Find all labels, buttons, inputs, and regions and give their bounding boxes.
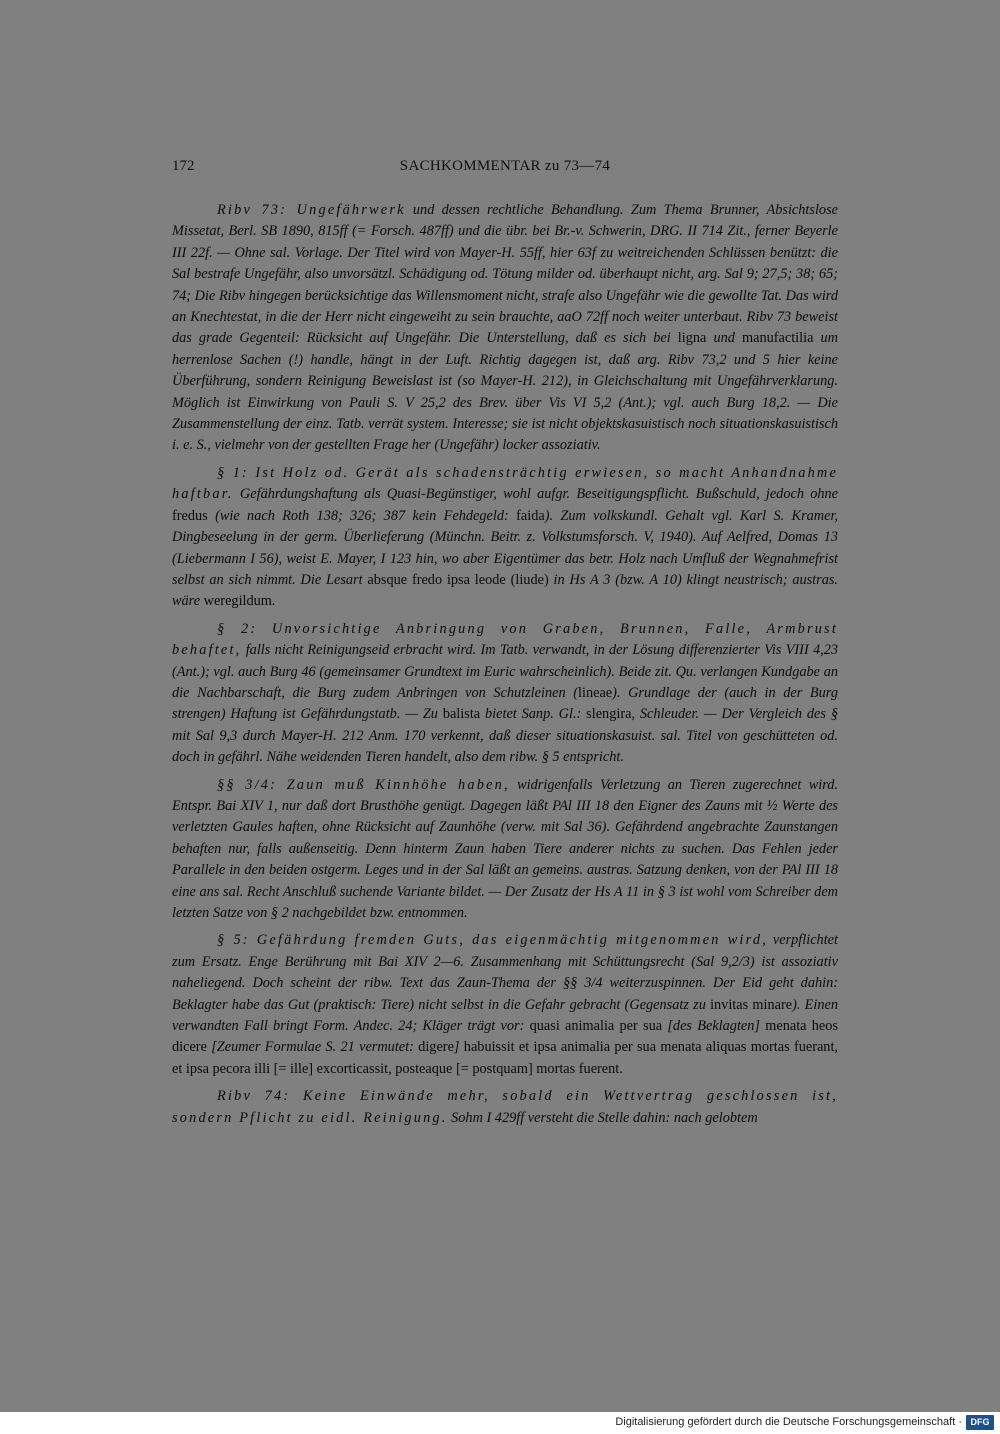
latin-term: lineae bbox=[578, 684, 613, 701]
commentary-text bbox=[172, 200, 838, 1135]
footer-bar bbox=[0, 1412, 1000, 1434]
page-header bbox=[172, 158, 838, 178]
latin-term: faida bbox=[516, 507, 545, 524]
text-run: und bbox=[706, 330, 742, 347]
funding-credit: Digitalisierung gefördert durch die Deutsche Forschungsgemeinschaft · bbox=[615, 1416, 962, 1428]
latin-term: digere bbox=[418, 1039, 454, 1056]
paragraph-section-1 bbox=[172, 463, 838, 613]
lemma: Ribv 74: Keine Einwände mehr, sobald ein Wettvertrag geschlossen ist, sondern Pflicht zu eidl. Reinigung. bbox=[172, 1088, 838, 1126]
latin-term: manufactilia bbox=[741, 330, 814, 347]
text-run: (wie nach Roth 138; 326; 387 kein Fehdegeld: bbox=[207, 507, 517, 524]
paragraph-section-2 bbox=[172, 619, 838, 769]
text-run: Sohm I 429ff versteht die Stelle dahin: nach gelobtem bbox=[447, 1109, 758, 1126]
paragraph-section-5 bbox=[172, 930, 838, 1080]
text-run: und dessen rechtliche Behandlung. Zum Thema Brunner, Absichtslose Missetat, Berl. SB 1890, 815ff (= Forsch. 487ff) und die übr. bei Br.-v. Schwerin, DRG. II 714 Zit., ferner Beyerle III 22f. — Ohne sal. Vorlage. Der Titel wird von Mayer-H. 55ff, hier 63f zu weitreichenden Schlüssen benützt: die Sal bestrafe Ungefähr, also unvorsätzl. Schädigung od. Tötung milder od. überhaupt nicht, arg. Sal 9; 27,5; 38; 65; 74; Die Ribv hingegen berücksichtige das Willensmoment nicht, strafe also Ungefähr wie die gewollte Tat. Das wird an Knechtestat, in die der Herr nicht eingeweiht zu sein brauchte, aaO 72ff noch weiter unterbaut. Ribv 73 beweist das grade Gegenteil: Rücksicht auf Ungefähr. Die Unterstellung, daß es sich bei bbox=[172, 202, 838, 347]
text-run: bietet Sanp. Gl.: bbox=[480, 706, 587, 723]
text-run: um herrenlose Sachen (!) handle, hängt in der Luft. Richtig dagegen ist, daß arg. Ribv 73,2 und 5 hier keine Überführung, sondern Reinigung Beweislast ist (so Mayer-H. 212), in Gleichschaltung mit Ungefährverklarung. Möglich ist Einwirkung von Pauli S. V 25,2 des Brev. über Vis VI 5,2 (Ant.); vgl. auch Burg 18,2. — Die Zusammenstellung der einz. Tatb. verrät system. Interesse; sie ist nicht objektskasuistisch noch situationskasuistisch i. e. S., vielmehr von der gestellten Frage her (Ungefähr) locker assoziativ. bbox=[172, 330, 838, 454]
lemma: §§ 3/4: Zaun muß Kinnhöhe haben, bbox=[217, 776, 510, 793]
text-run: in Hs A 3 (bzw. A 10) klingt neustrisch; austras. wäre bbox=[172, 571, 839, 610]
latin-quote: habuissit et ipsa animalia per sua menata aliquas mortas fuerant, et ipsa pecora illi [= ille] excorticassit, posteaque [= postquam] mortas fuerent. bbox=[172, 1039, 838, 1077]
text-run: ] bbox=[453, 1039, 464, 1056]
text-run: [des Beklagten] bbox=[662, 1018, 766, 1035]
text-run: widrigenfalls Verletzung an Tieren zugerechnet wird. Entspr. Bai XIV 1, nur daß dort Brusthöhe genügt. Dagegen läßt PAl III 18 den Eigner des Zauns mit ½ Werte des verletzten Gaules haften, ohne Rücksicht auf Zaunhöhe (verw. mit Sal 36). Gefährdend angebrachte Zaunstangen behaften nur, falls außenseitig. Denn hinterm Zaun haben Tiere anderer nichts zu suchen. Das Fehlen jeder Parallele in den beiden ostgerm. Leges und in der Sal läßt an gemeins. austras. Satzung denken, von der PAl III 18 eine ans sal. Recht Anschluß suchende Variante bildet. — Der Zusatz der Hs A 11 in § 3 ist wohl vom Schreiber dem letzten Satze von § 2 nachgebildet bzw. entnommen. bbox=[172, 776, 838, 921]
page-number: 172 bbox=[172, 158, 195, 174]
text-run: ). Grundlage der (auch in der Burg strengen) Haftung ist Gefährdungstatb. — Zu bbox=[172, 684, 838, 723]
paragraph-ribv-73 bbox=[172, 200, 838, 457]
lemma: § 2: Unvorsichtige Anbringung von Graben, Brunnen, Falle, Armbrust behaftet, bbox=[172, 620, 838, 659]
text-run: ). Zum volkskundl. Gehalt vgl. Karl S. Kramer, Dingbeseelung in der germ. Überlieferung (Münchn. Beitr. z. Volkstumsforsch. V, 1940). Auf Aelfred, Domas 13 (Liebermann I 56), weist E. Mayer, I 123 hin, wo aber Eigentümer das betr. Holz nach Umfluß der Wegnahmefrist selbst an sich nimmt. Die Lesart bbox=[172, 507, 839, 588]
lemma: § 5: Gefährdung fremden Guts, das eigenmächtig mitgenommen wird, bbox=[217, 932, 768, 949]
latin-quote: quasi animalia per sua bbox=[529, 1018, 663, 1035]
text-run: , Schleuder. — Der Vergleich des § mit Sal 9,3 durch Mayer-H. 212 Anm. 170 verkennt, daß dieser situationskasuist. sal. Titel von geschütteten od. doch in gefährl. Nähe weidenden Tieren handelt, also dem ribw. § 5 entspricht. bbox=[172, 706, 838, 766]
latin-term: ligna bbox=[677, 330, 707, 347]
lemma: § 1: Ist Holz od. Gerät als schadensträchtig erwiesen, so macht Anhandnahme haftbar. bbox=[172, 464, 838, 503]
paragraph-ribv-74 bbox=[172, 1086, 838, 1129]
dfg-logo-icon: DFG bbox=[966, 1415, 994, 1430]
text-run: verpflichtet zum Ersatz. Enge Berührung mit Bai XIV 2—6. Zusammenhang mit Schüttungsrecht (Sal 9,2/3) ist assoziativ naheliegend. Doch scheint der ribw. Text das Zaun-Thema der §§ 3/4 weiterzuspinnen. Der Eid geht dahin: Beklagter habe das Gut (praktisch: Tiere) nicht selbst in die Gefahr gebracht (Gegensatz zu bbox=[172, 932, 838, 1013]
latin-term: weregildum bbox=[203, 593, 272, 610]
latin-term: invitas minare bbox=[710, 996, 793, 1013]
running-head: SACHKOMMENTAR zu 73—74 bbox=[399, 158, 611, 174]
latin-term: fredus bbox=[172, 507, 208, 524]
text-run: falls nicht Reinigungseid erbracht wird. Im Tatb. verwandt, in der Lösung differenzierter Vis VIII 4,23 (Ant.); vgl. auch Burg 46 (gemeinsamer Grundtext im Euric wahrscheinlich). Beide zit. Qu. verlangen Kundgabe an die Nachbarschaft, die Burg zudem Anbringen von Schutzleinen ( bbox=[172, 642, 838, 701]
latin-term: balista bbox=[442, 706, 481, 723]
text-run: Gefährdungshaftung als Quasi-Begünstiger, wohl aufgr. Beseitigungspflicht. Bußschuld, jedoch ohne bbox=[233, 486, 838, 503]
lemma: Ribv 73: Ungefährwerk bbox=[217, 202, 406, 218]
text-run: [Zeumer Formulae S. 21 vermutet: bbox=[206, 1039, 419, 1056]
latin-quote: menata heos dicere bbox=[172, 1018, 838, 1056]
text-run: . bbox=[271, 593, 276, 610]
text-run: ). Einen verwandten Fall bringt Form. Andec. 24; Kläger trägt vor: bbox=[172, 996, 838, 1035]
paragraph-section-3-4 bbox=[172, 775, 838, 925]
latin-term: slengira bbox=[586, 706, 632, 723]
latin-term: absque fredo ipsa leode (liude) bbox=[367, 571, 549, 588]
